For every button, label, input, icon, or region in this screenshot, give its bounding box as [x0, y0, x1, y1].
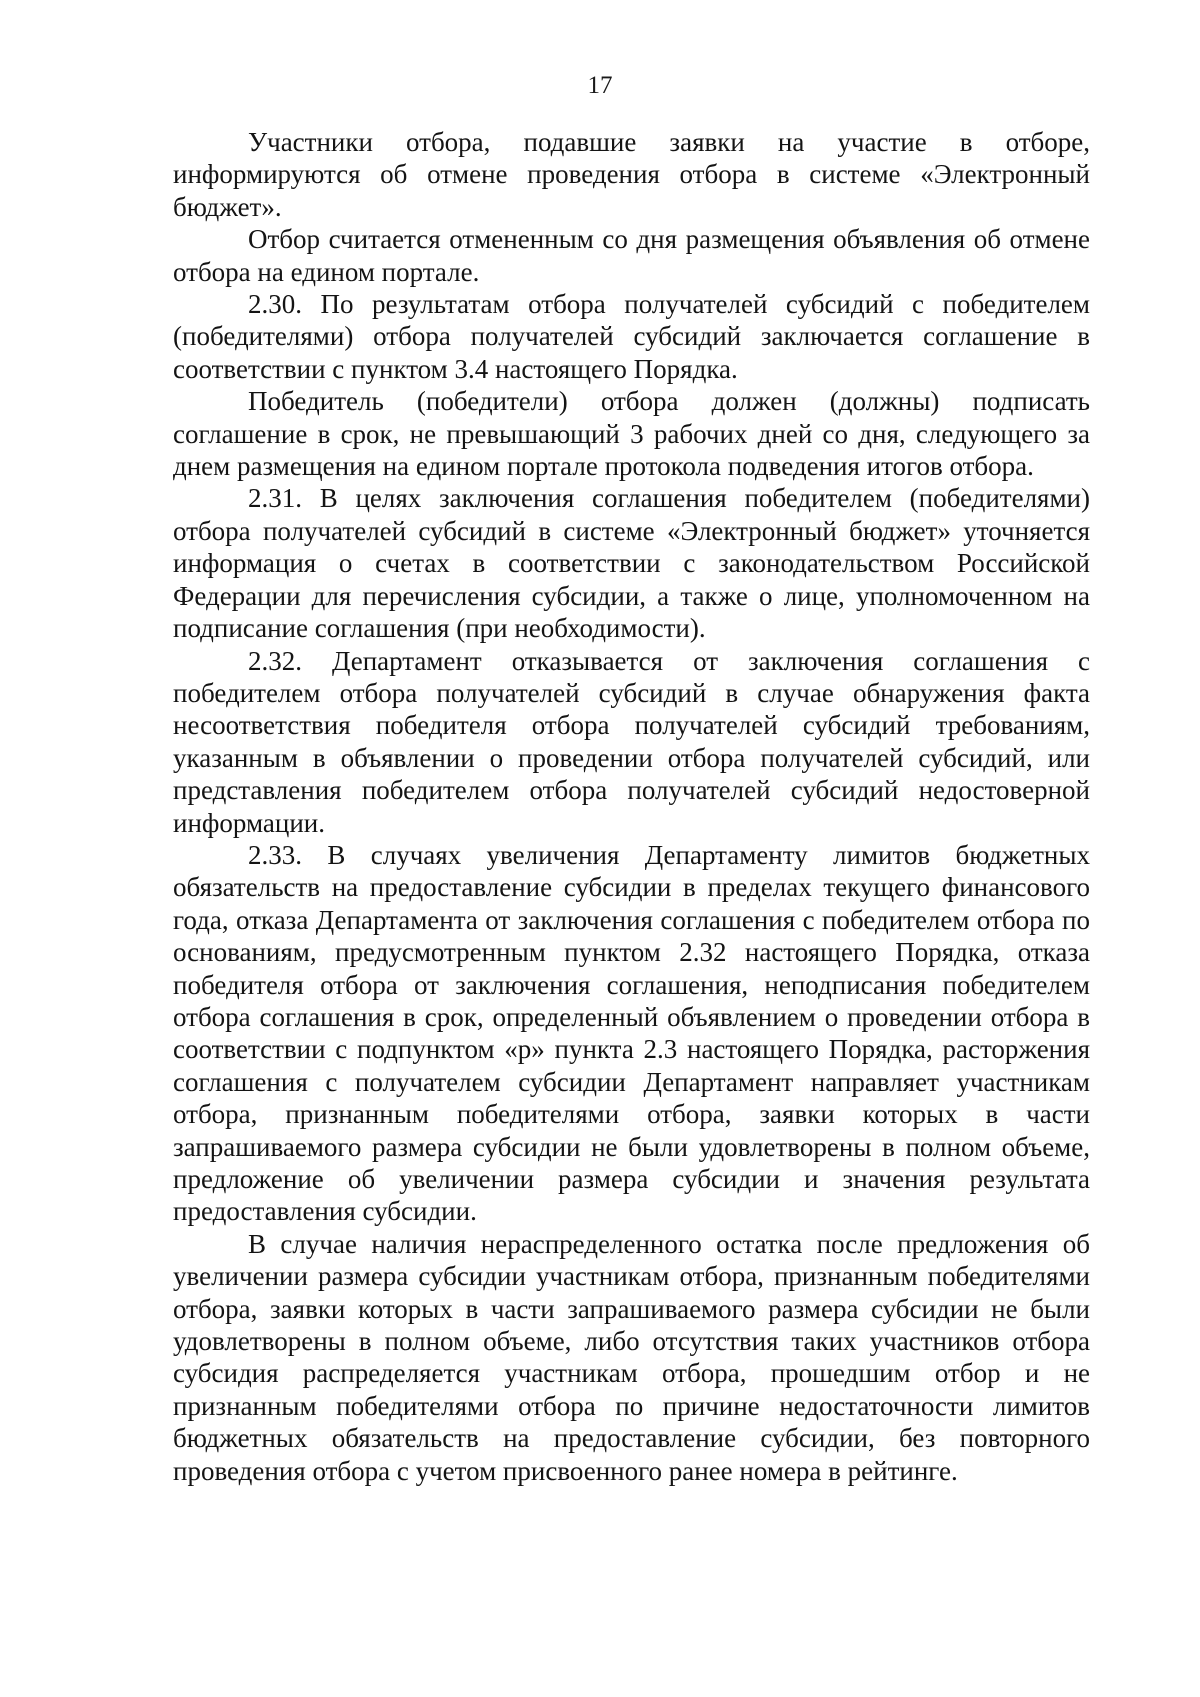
document-body [173, 126, 1090, 1487]
paragraph-selection-cancelled: Отбор считается отмененным со дня размещения объявления об отмене отбора на едином портале. [173, 224, 1090, 287]
paragraph-winner-sign-deadline: Победитель (победители) отбора должен (должны) подписать соглашение в срок, не превышающий 3 рабочих дней со дня, следующего за днем размещения на едином портале протокола подведения итогов отбора. [173, 386, 1090, 482]
paragraph-2-32: 2.32. Департамент отказывается от заключения соглашения с победителем отбора получателей субсидий в случае обнаружения факта несоответствия победителя отбора получателей субсидий требованиям, указанным в объявлении о проведении отбора получателей субсидий, или представления победителем отбора получателей субсидий недостоверной информации. [173, 645, 1090, 838]
paragraph-2-30: 2.30. По результатам отбора получателей субсидий с победителем (победителями) отбора получателей субсидий заключается соглашение в соответствии с пунктом 3.4 настоящего Порядка. [173, 289, 1090, 384]
paragraph-undistributed-remainder: В случае наличия нераспределенного остатка после предложения об увеличении размера субсидии участникам отбора, признанным победителями отбора, заявки которых в части запрашиваемого размера субсидии не были удовлетворены в полном объеме, либо отсутствия таких участников отбора субсидия распределяется участникам отбора, прошедшим отбор и не признанным победителями отбора по причине недостаточности лимитов бюджетных обязательств на предоставление субсидии, без повторного проведения отбора с учетом присвоенного ранее номера в рейтинге. [173, 1228, 1090, 1486]
paragraph-2-31: 2.31. В целях заключения соглашения победителем (победителями) отбора получателей субсидий в системе «Электронный бюджет» уточняется информация о счетах в соответствии с законодательством Российской Федерации для перечисления субсидии, а также о лице, уполномоченном на подписание соглашения (при необходимости). [173, 483, 1090, 644]
paragraph-participants-informed: Участники отбора, подавшие заявки на участие в отборе, информируются об отмене проведения отбора в системе «Электронный бюджет». [173, 127, 1090, 222]
page-number: 17 [587, 72, 613, 99]
paragraph-2-33: 2.33. В случаях увеличения Департаменту лимитов бюджетных обязательств на предоставление субсидии в пределах текущего финансового года, отказа Департамента от заключения соглашения с победителем отбора по основаниям, предусмотренным пунктом 2.32 настоящего Порядка, отказа победителя отбора от заключения соглашения, неподписания победителем отбора соглашения в срок, определенный объявлением о проведении отбора в соответствии с подпунктом «р» пункта 2.3 настоящего Порядка, расторжения соглашения с получателем субсидии Департамент направляет участникам отбора, признанным победителями отбора, заявки которых в части запрашиваемого размера субсидии не были удовлетворены в полном объеме, предложение об увеличении размера субсидии и значения результата предоставления субсидии. [173, 839, 1090, 1227]
